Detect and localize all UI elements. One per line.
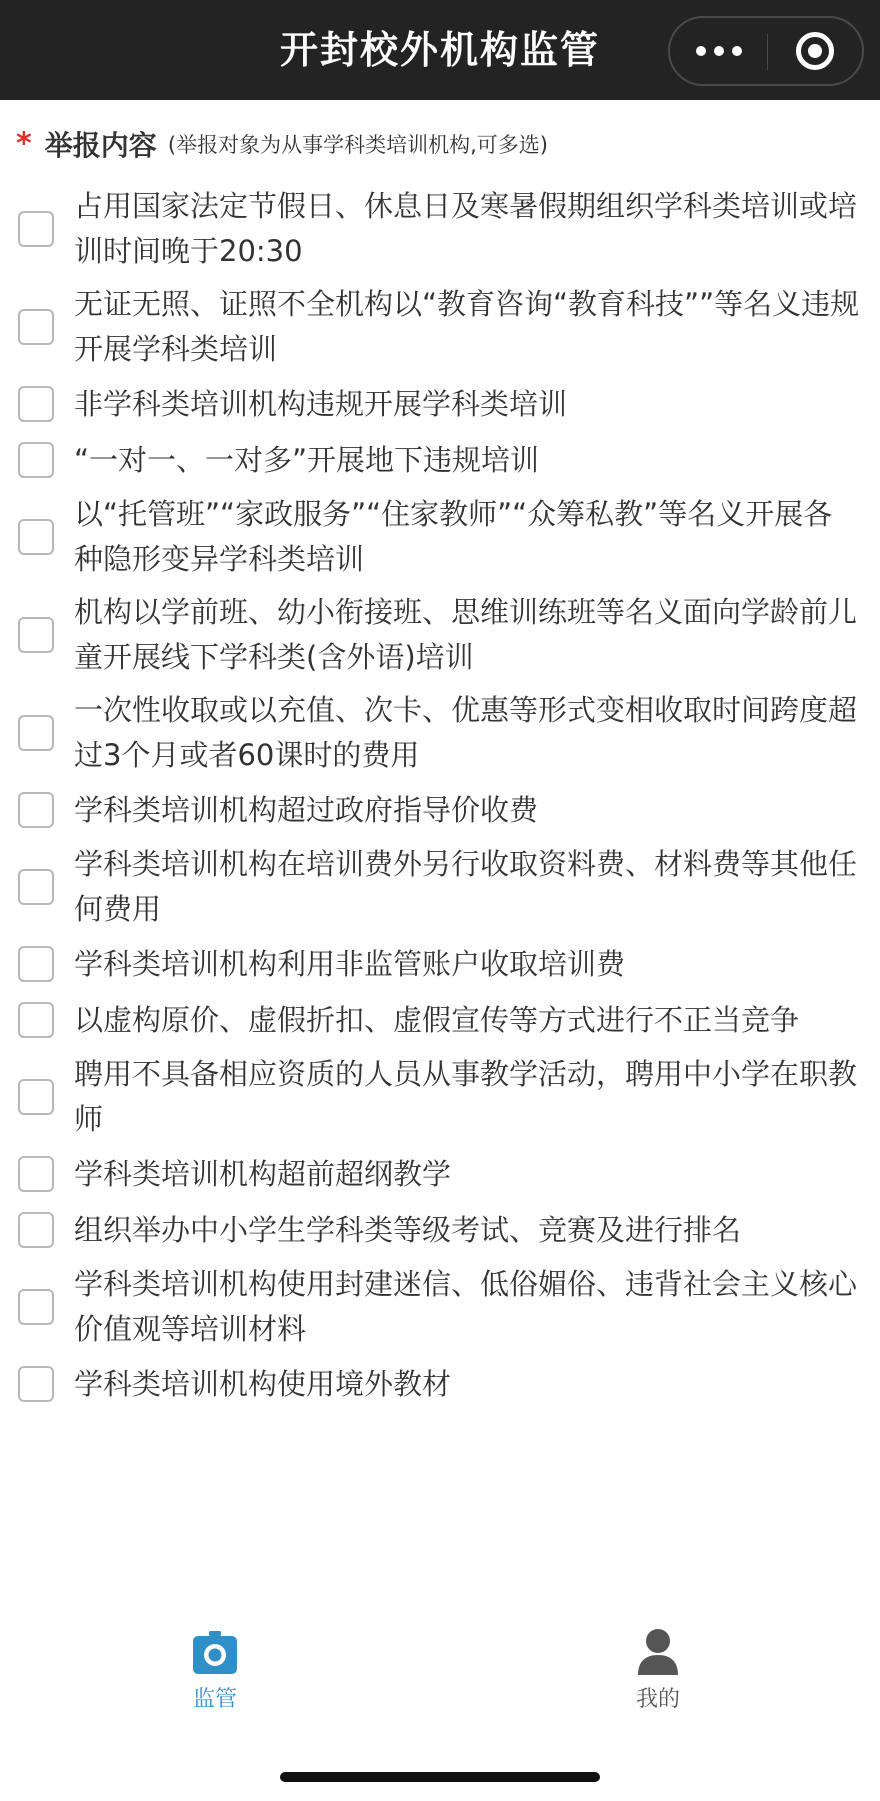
target-circle-icon[interactable]	[784, 18, 846, 84]
option-row[interactable]	[0, 376, 880, 432]
checkbox[interactable]	[18, 309, 54, 345]
option-label: 学科类培训机构利用非监管账户收取培训费	[74, 946, 626, 981]
option-label: 学科类培训机构使用封建迷信、低俗媚俗、违背社会主义核心价值观等培训材料	[74, 1267, 858, 1346]
option-label: 组织举办中小学生学科类等级考试、竞赛及进行排名	[74, 1212, 742, 1247]
option-label: 机构以学前班、幼小衔接班、思维训练班等名义面向学龄前儿童开展线下学科类(含外语)培训	[74, 595, 858, 674]
home-indicator	[280, 1772, 600, 1782]
checkbox[interactable]	[18, 1212, 54, 1248]
option-row[interactable]	[0, 1202, 880, 1258]
option-row[interactable]	[0, 586, 880, 684]
option-row[interactable]	[0, 936, 880, 992]
checkbox[interactable]	[18, 442, 54, 478]
mini-program-capsule	[668, 16, 864, 86]
option-row[interactable]	[0, 992, 880, 1048]
option-label: 聘用不具备相应资质的人员从事教学活动，聘用中小学在职教师	[74, 1057, 858, 1136]
checkbox[interactable]	[18, 386, 54, 422]
tab-label: 监管	[192, 1687, 237, 1712]
checkbox[interactable]	[18, 1002, 54, 1038]
checkbox[interactable]	[18, 617, 54, 653]
checkbox[interactable]	[18, 211, 54, 247]
option-row[interactable]	[0, 1356, 880, 1412]
section-note: (举报对象为从事学科类培训机构,可多选)	[167, 133, 548, 157]
capsule-divider	[767, 34, 768, 70]
checkbox[interactable]	[18, 869, 54, 905]
option-row[interactable]	[0, 432, 880, 488]
option-label: 占用国家法定节假日、休息日及寒暑假期组织学科类培训或培训时间晚于20:30	[74, 189, 858, 268]
option-label: 学科类培训机构使用境外教材	[74, 1366, 452, 1401]
page-title: 开封校外机构监管	[279, 28, 600, 72]
tab-label: 我的	[635, 1687, 680, 1712]
more-dots-icon[interactable]	[688, 18, 750, 84]
option-row[interactable]	[0, 1146, 880, 1202]
option-row[interactable]	[0, 684, 880, 782]
checkbox[interactable]	[18, 715, 54, 751]
checkbox[interactable]	[18, 1366, 54, 1402]
camera-icon	[191, 1630, 239, 1676]
option-row[interactable]	[0, 1048, 880, 1146]
option-row[interactable]	[0, 838, 880, 936]
option-label: 无证无照、证照不全机构以“教育咨询“教育科技””等名义违规开展学科类培训	[74, 287, 860, 366]
option-row[interactable]	[0, 180, 880, 278]
option-row[interactable]	[0, 782, 880, 838]
checkbox[interactable]	[18, 792, 54, 828]
option-row[interactable]	[0, 1258, 880, 1356]
option-label: 非学科类培训机构违规开展学科类培训	[74, 386, 568, 421]
person-icon	[636, 1628, 680, 1676]
option-label: 以“托管班”“家政服务”“住家教师”“众筹私教”等名义开展各种隐形变异学科类培训	[74, 497, 833, 576]
checkbox[interactable]	[18, 946, 54, 982]
checkbox[interactable]	[18, 1289, 54, 1325]
required-mark: *	[16, 126, 32, 162]
tab-supervision[interactable]	[115, 1612, 315, 1722]
option-row[interactable]	[0, 488, 880, 586]
report-content-header	[16, 124, 548, 172]
section-title: 举报内容	[44, 129, 157, 162]
checkbox[interactable]	[18, 519, 54, 555]
option-label: 以虚构原价、虚假折扣、虚假宣传等方式进行不正当竞争	[74, 1002, 800, 1037]
option-label: 学科类培训机构超过政府指导价收费	[74, 792, 539, 827]
report-options-list	[0, 180, 880, 1610]
checkbox[interactable]	[18, 1156, 54, 1192]
option-label: 一次性收取或以充值、次卡、优惠等形式变相收取时间跨度超过3个月或者60课时的费用	[74, 693, 858, 772]
option-row[interactable]	[0, 278, 880, 376]
option-label: “一对一、一对多”开展地下违规培训	[74, 442, 540, 477]
tab-mine[interactable]	[558, 1612, 758, 1722]
option-label: 学科类培训机构超前超纲教学	[74, 1156, 452, 1191]
option-label: 学科类培训机构在培训费外另行收取资料费、材料费等其他任何费用	[74, 847, 858, 926]
checkbox[interactable]	[18, 1079, 54, 1115]
nav-bar	[0, 0, 880, 100]
